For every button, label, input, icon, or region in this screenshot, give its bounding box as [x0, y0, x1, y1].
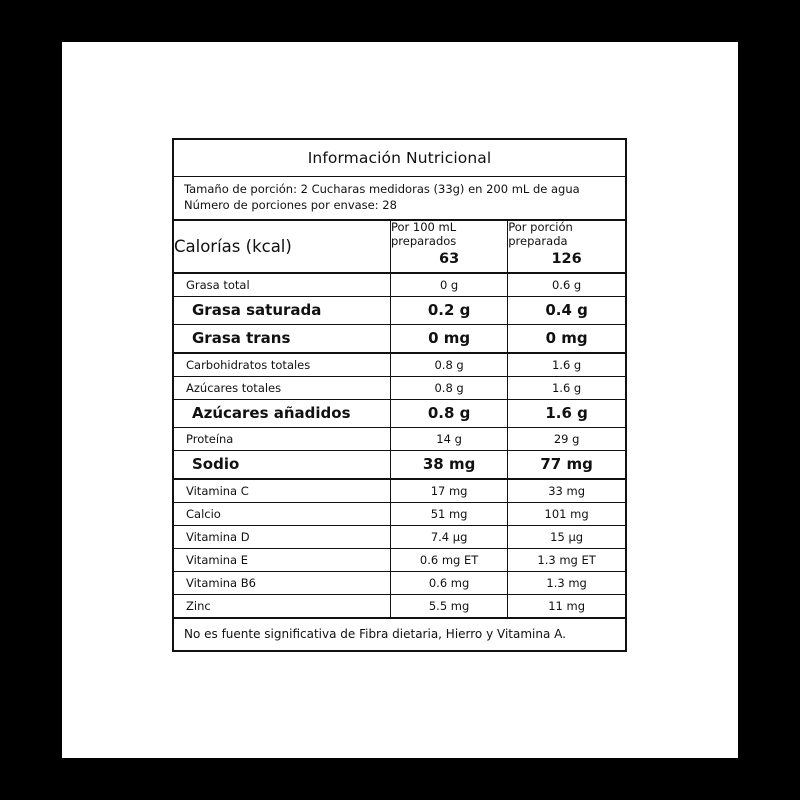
- table-row: [174, 376, 625, 399]
- nutrient-per-serving: 0.4 g: [508, 296, 625, 324]
- nutrient-per-serving: 0 mg: [508, 324, 625, 353]
- nutrient-per-serving: 1.3 mg: [508, 571, 625, 594]
- nutrient-per-100ml: 0 g: [390, 273, 507, 297]
- nutrient-name: Vitamina C: [174, 479, 390, 503]
- nutrient-per-100ml: 0.6 mg ET: [390, 548, 507, 571]
- nutrient-name: Azúcares añadidos: [174, 399, 390, 427]
- nutrient-per-100ml: 0 mg: [390, 324, 507, 353]
- per-100ml-line1: Por 100 mL: [390, 220, 457, 235]
- nutrition-table: [174, 219, 625, 617]
- calories-per-100ml: 63: [390, 249, 507, 273]
- nutrient-per-100ml: 38 mg: [390, 450, 507, 479]
- nutrition-facts-label: [172, 138, 627, 652]
- nutrient-per-serving: 11 mg: [508, 594, 625, 617]
- nutrient-per-serving: 33 mg: [508, 479, 625, 503]
- table-row: [174, 450, 625, 479]
- nutrient-name: Carbohidratos totales: [174, 353, 390, 377]
- nutrient-per-100ml: 0.8 g: [390, 399, 507, 427]
- nutrient-per-serving: 101 mg: [508, 502, 625, 525]
- nutrient-per-serving: 15 µg: [508, 525, 625, 548]
- nutrient-rows: [174, 273, 625, 617]
- table-row: [174, 525, 625, 548]
- table-row: [174, 273, 625, 297]
- per-serving-line2: preparada: [508, 233, 568, 248]
- table-row: [174, 427, 625, 450]
- label-title: Información Nutricional: [307, 149, 492, 167]
- nutrient-per-100ml: 14 g: [390, 427, 507, 450]
- calories-header-row: [174, 220, 625, 249]
- column-header-per-serving: [508, 220, 625, 249]
- nutrient-per-100ml: 7.4 µg: [390, 525, 507, 548]
- table-row: [174, 571, 625, 594]
- per-serving-line1: Por porción: [508, 220, 573, 235]
- table-row: [174, 296, 625, 324]
- nutrient-name: Vitamina B6: [174, 571, 390, 594]
- table-row: [174, 353, 625, 377]
- calories-per-serving: 126: [551, 250, 582, 267]
- nutrient-name: Proteína: [174, 427, 390, 450]
- table-row: [174, 502, 625, 525]
- footnote: No es fuente significativa de Fibra dietaria, Hierro y Vitamina A.: [174, 617, 625, 650]
- nutrient-per-100ml: 0.8 g: [390, 353, 507, 377]
- nutrition-panel: [172, 138, 627, 652]
- servings-per-container: Número de porciones por envase: 28: [184, 197, 397, 212]
- column-header-per-100ml: [390, 220, 507, 249]
- nutrient-name: Grasa trans: [174, 324, 390, 353]
- nutrient-name: Zinc: [174, 594, 390, 617]
- nutrient-name: Vitamina D: [174, 525, 390, 548]
- table-row: [174, 399, 625, 427]
- nutrient-name: Vitamina E: [174, 548, 390, 571]
- nutrient-per-100ml: 0.2 g: [390, 296, 507, 324]
- nutrient-per-100ml: 17 mg: [390, 479, 507, 503]
- per-100ml-line2: preparados: [390, 233, 457, 248]
- nutrient-per-100ml: 0.8 g: [390, 376, 507, 399]
- nutrient-per-100ml: 51 mg: [390, 502, 507, 525]
- nutrient-per-100ml: 5.5 mg: [390, 594, 507, 617]
- nutrient-per-serving: 29 g: [508, 427, 625, 450]
- nutrient-per-serving: 1.6 g: [508, 376, 625, 399]
- nutrient-name: Grasa total: [174, 273, 390, 297]
- nutrient-per-serving: 1.6 g: [508, 353, 625, 377]
- nutrient-per-serving: 77 mg: [508, 450, 625, 479]
- table-row: [174, 324, 625, 353]
- nutrient-per-serving: 0.6 g: [508, 273, 625, 297]
- paper-background: [62, 42, 738, 758]
- calories-label: Calorías (kcal): [174, 220, 390, 273]
- nutrient-name: Grasa saturada: [174, 296, 390, 324]
- nutrient-name: Sodio: [174, 450, 390, 479]
- nutrient-per-100ml: 0.6 mg: [390, 571, 507, 594]
- nutrient-name: Azúcares totales: [174, 376, 390, 399]
- nutrient-per-serving: 1.3 mg ET: [508, 548, 625, 571]
- serving-info: [174, 177, 625, 219]
- table-row: [174, 594, 625, 617]
- nutrient-name: Calcio: [174, 502, 390, 525]
- table-row: [174, 479, 625, 503]
- table-row: [174, 548, 625, 571]
- serving-size: Tamaño de porción: 2 Cucharas medidoras (33g) en 200 mL de agua: [184, 182, 580, 196]
- nutrient-per-serving: 1.6 g: [508, 399, 625, 427]
